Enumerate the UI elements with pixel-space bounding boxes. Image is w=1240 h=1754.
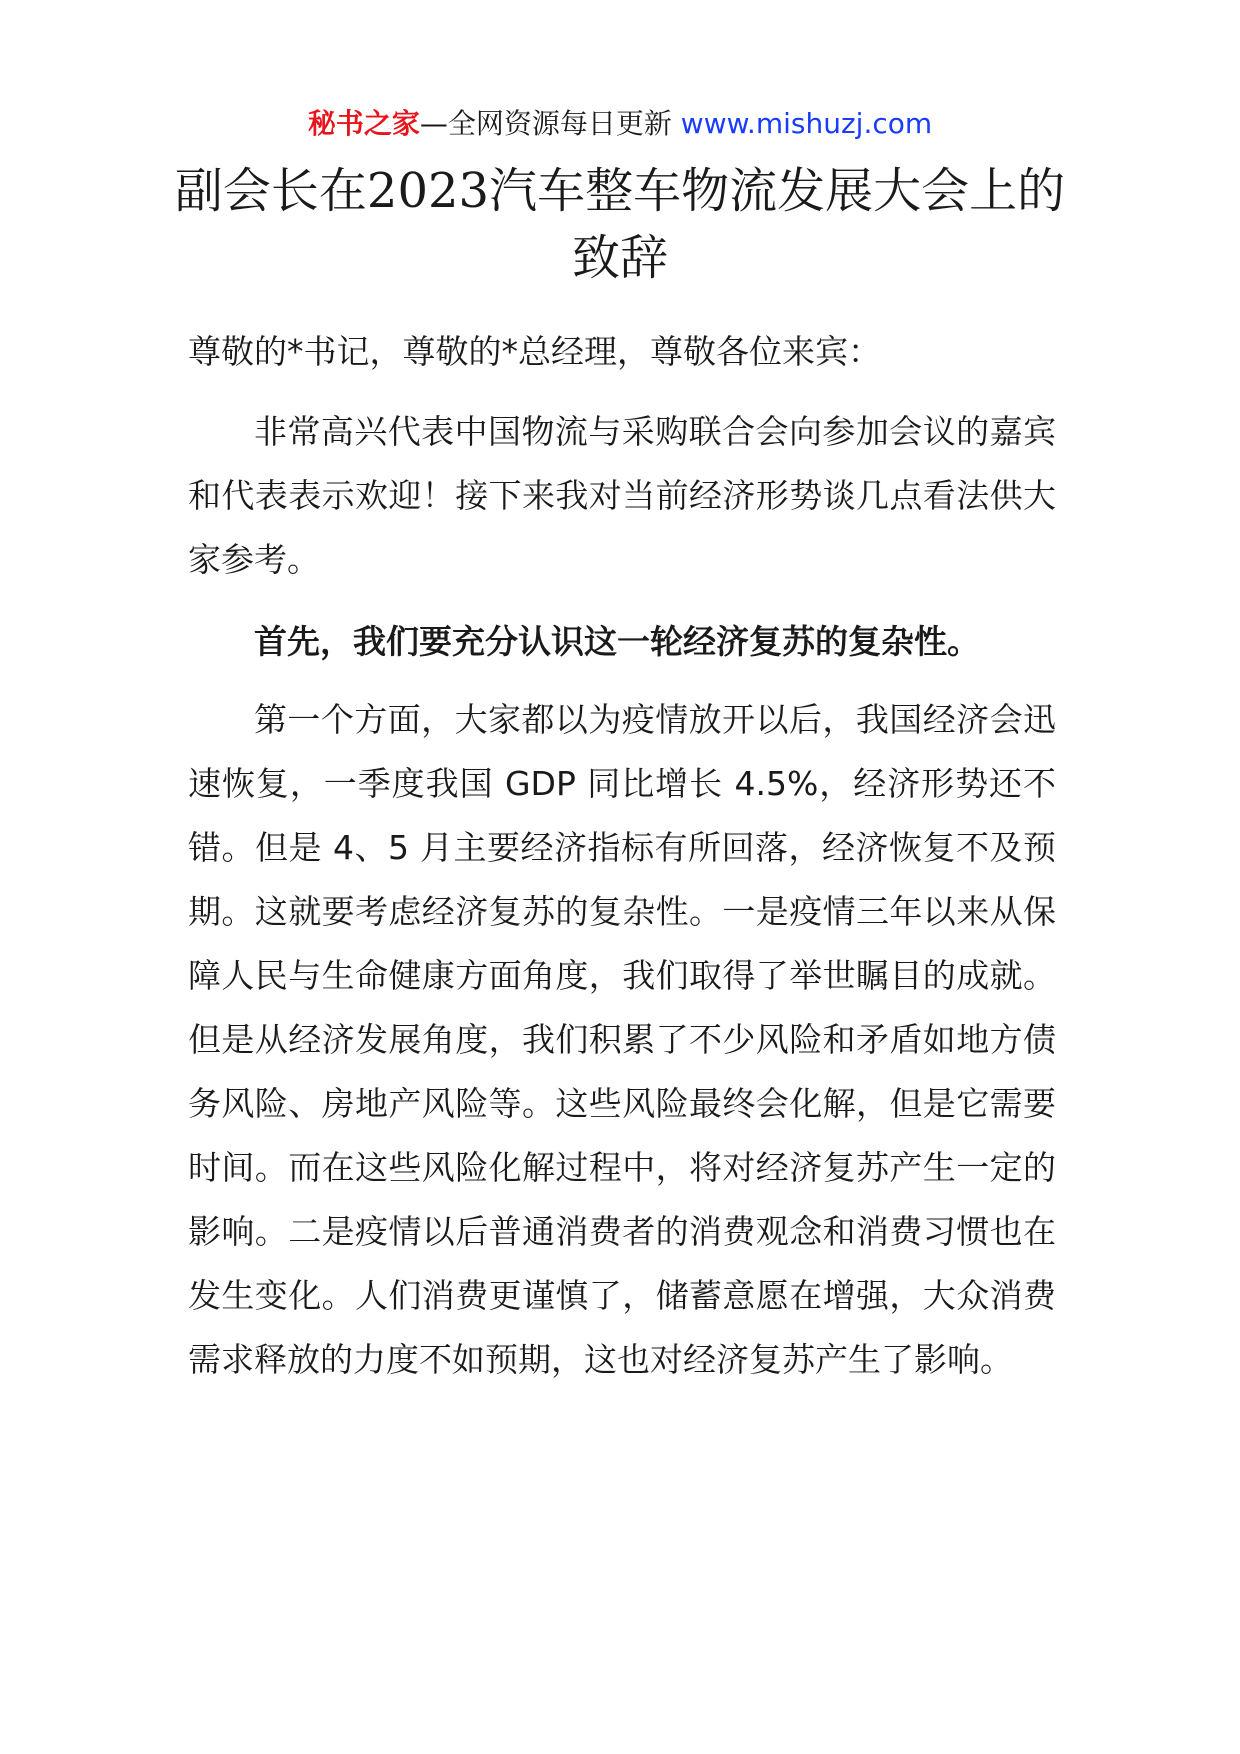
paragraph-economy: 第一个方面，大家都以为疫情放开以后，我国经济会迅速恢复，一季度我国 GDP 同比增长 4.5%，经济形势还不错。但是 4、5 月主要经济指标有所回落，经济恢复不及预期。这就要考虑经济复苏的复杂性。一是疫情三年以来从保障人民与生命健康方面角度，我们取得了举世瞩目的成就。但是从经济发展角度，我们积累了不少风险和矛盾如地方债务风险、房地产风险等。这些风险最终会化解，但是它需要时间。而在这些风险化解过程中，将对经济复苏产生一定的影响。二是疫情以后普通消费者的消费观念和消费习惯也在发生变化。人们消费更谨慎了，储蓄意愿在增强，大众消费需求释放的力度不如预期，这也对经济复苏产生了影响。 [188, 700, 1056, 1379]
section-heading: 首先，我们要充分认识这一轮经济复苏的复杂性。 [254, 622, 980, 661]
title-prefix: 副会长在 [174, 163, 367, 219]
site-url-link[interactable]: www.mishuzj.com [680, 107, 933, 140]
greeting-line: 尊敬的*书记，尊敬的*总经理，尊敬各位来宾： [188, 332, 881, 371]
title-suffix: 汽车整车物流发展大会上的致辞 [489, 163, 1066, 286]
document-title [170, 158, 1070, 292]
header-slogan: —全网资源每日更新 [419, 107, 672, 140]
site-header [0, 100, 1240, 148]
paragraph-welcome: 非常高兴代表中国物流与采购联合会向参加会议的嘉宾和代表表示欢迎！接下来我对当前经济形势谈几点看法供大家参考。 [188, 412, 1056, 579]
brand-name: 秘书之家 [307, 107, 420, 140]
title-year: 2023 [366, 163, 490, 219]
